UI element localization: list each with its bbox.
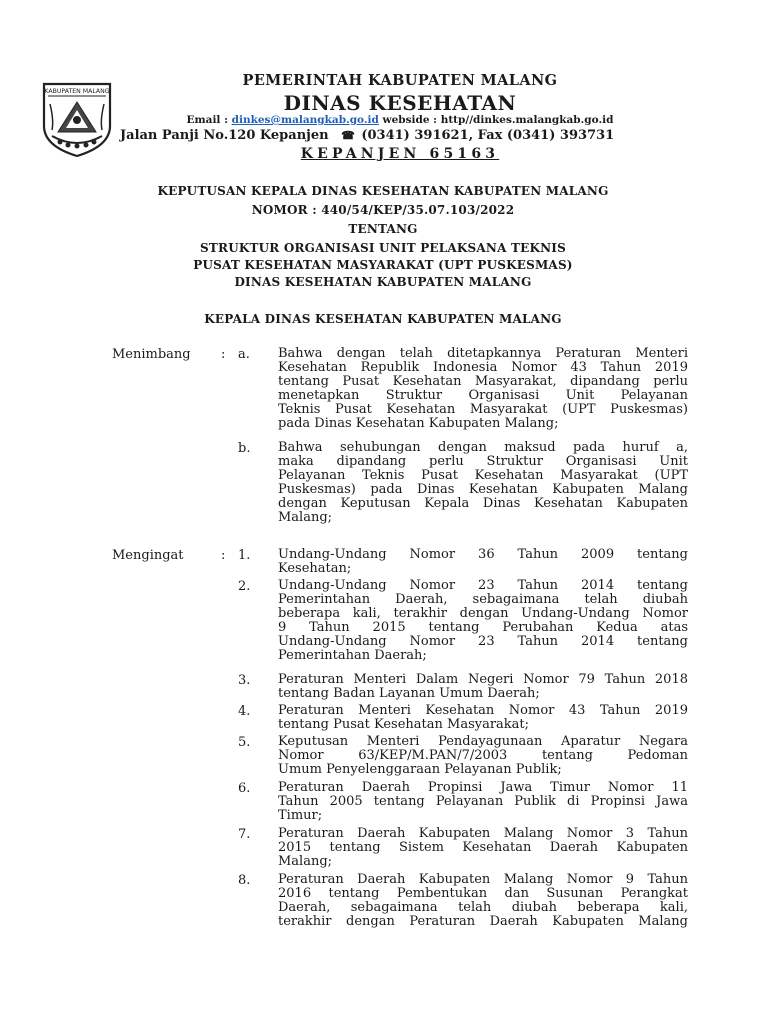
recalling-item	[278, 548, 688, 576]
coat-of-arms-logo	[38, 80, 116, 158]
website-label: webside :	[382, 114, 438, 126]
text-line: Keputusan Menteri Pendayagunaan Aparatur Negara	[278, 734, 688, 749]
government-name: PEMERINTAH KABUPATEN MALANG	[242, 72, 558, 89]
telephone-icon: ☎	[341, 129, 355, 142]
decree-subject-line-3: DINAS KESEHATAN KABUPATEN MALANG	[234, 275, 532, 289]
contact-line	[150, 114, 650, 126]
text-line: Undang-Undang Nomor 23 Tahun 2014 tentang	[278, 578, 688, 593]
text-line: Undang-Undang Nomor 36 Tahun 2009 tentang	[278, 547, 688, 562]
considering-colon: :	[221, 347, 226, 362]
text-line: Teknis Pusat Kesehatan Masyarakat (UPT Puskesmas)	[278, 402, 688, 418]
text-line: Peraturan Menteri Dalam Negeri Nomor 79 Tahun 2018	[278, 672, 688, 687]
recalling-item	[278, 579, 688, 664]
text-line: Peraturan Daerah Propinsi Jawa Timur Nomor 11	[278, 780, 688, 795]
text-line: Undang-Undang Nomor 23 Tahun 2014 tentang	[278, 634, 688, 650]
recalling-item	[278, 873, 688, 929]
text-line: Bahwa sehubungan dengan maksud pada huruf a,	[278, 440, 688, 455]
email-link[interactable]: dinkes@malangkab.go.id	[231, 114, 379, 126]
text-line: Daerah, sebagaimana telah diubah beberapa kali,	[278, 900, 688, 916]
considering-label: Menimbang	[112, 347, 191, 362]
text-line: tentang Pusat Kesehatan Masyarakat;	[278, 717, 530, 733]
text-line: 2016 tentang Pembentukan dan Susunan Perangkat	[278, 886, 688, 902]
considering-item	[278, 441, 688, 526]
recalling-marker: 3.	[238, 673, 251, 688]
text-line: Peraturan Daerah Kabupaten Malang Nomor 9 Tahun	[278, 872, 688, 887]
text-line: 2015 tentang Sistem Kesehatan Daerah Kabupaten	[278, 840, 688, 856]
text-line: maka dipandang perlu Struktur Organisasi Unit	[278, 454, 688, 470]
recalling-item	[278, 781, 688, 823]
text-line: Kesehatan Republik Indonesia Nomor 43 Tahun 2019	[278, 360, 688, 376]
text-line: Umum Penyelenggaraan Pelayanan Publik;	[278, 762, 562, 778]
recalling-item	[278, 673, 688, 701]
street-address: Jalan Panji No.120 Kepanjen	[120, 128, 329, 143]
recalling-item	[278, 735, 688, 777]
agency-name: DINAS KESEHATAN	[283, 91, 517, 115]
text-line: beberapa kali, terakhir dengan Undang-Undang Nomor	[278, 606, 688, 622]
text-line: Timur;	[278, 808, 323, 824]
decree-about: TENTANG	[348, 222, 418, 236]
text-line: menetapkan Struktur Organisasi Unit Pelayanan	[278, 388, 688, 404]
text-line: Peraturan Daerah Kabupaten Malang Nomor 3 Tahun	[278, 826, 688, 841]
decree-subject-line-2: PUSAT KESEHATAN MASYARAKAT (UPT PUSKESMAS)	[193, 258, 573, 272]
address-line	[120, 128, 614, 143]
phone-fax: (0341) 391621, Fax (0341) 393731	[361, 128, 615, 143]
text-line: Peraturan Menteri Kesehatan Nomor 43 Tahun 2019	[278, 703, 688, 718]
text-line: tentang Pusat Kesehatan Masyarakat, dipandang perlu	[278, 374, 688, 390]
recalling-item	[278, 827, 688, 869]
recalling-colon: :	[221, 548, 226, 563]
recalling-marker: 4.	[238, 704, 251, 719]
city-postal-code: KEPANJEN 65163	[300, 146, 500, 162]
recalling-marker: 2.	[238, 579, 251, 594]
website-url: http//dinkes.malangkab.go.id	[440, 114, 614, 126]
recalling-label: Mengingat	[112, 548, 184, 563]
text-line: terakhir dengan Peraturan Daerah Kabupaten Malang	[278, 914, 688, 930]
recalling-marker: 1.	[238, 548, 251, 563]
text-line: Malang;	[278, 854, 333, 870]
decree-subject-line-1: STRUKTUR ORGANISASI UNIT PELAKSANA TEKNIS	[200, 241, 566, 255]
logo-text: KABUPATEN MALANG	[44, 88, 110, 95]
text-line: tentang Badan Layanan Umum Daerah;	[278, 686, 540, 702]
text-line: 9 Tahun 2015 tentang Perubahan Kedua atas	[278, 620, 688, 636]
text-line: Malang;	[278, 510, 333, 526]
recalling-item	[278, 704, 688, 732]
decree-issuer: KEPALA DINAS KESEHATAN KABUPATEN MALANG	[204, 312, 562, 326]
recalling-marker: 8.	[238, 873, 251, 888]
recalling-marker: 6.	[238, 781, 251, 796]
recalling-marker: 7.	[238, 827, 251, 842]
text-line: Pelayanan Teknis Pusat Kesehatan Masyarakat (UPT	[278, 468, 688, 484]
text-line: Nomor 63/KEP/M.PAN/7/2003 tentang Pedoman	[278, 748, 688, 764]
email-label: Email :	[186, 114, 228, 126]
text-line: Puskesmas) pada Dinas Kesehatan Kabupaten Malang	[278, 482, 688, 498]
text-line: pada Dinas Kesehatan Kabupaten Malang;	[278, 416, 559, 432]
decree-number: NOMOR : 440/54/KEP/35.07.103/2022	[251, 203, 515, 217]
text-line: Kesehatan;	[278, 561, 352, 577]
text-line: Pemerintahan Daerah;	[278, 648, 427, 664]
considering-marker: a.	[238, 347, 250, 362]
considering-item	[278, 347, 688, 432]
text-line: Bahwa dengan telah ditetapkannya Peraturan Menteri	[278, 346, 688, 361]
recalling-marker: 5.	[238, 735, 251, 750]
text-line: Tahun 2005 tentang Pelayanan Publik di Propinsi Jawa	[278, 794, 688, 810]
considering-marker: b.	[238, 441, 251, 456]
decree-title: KEPUTUSAN KEPALA DINAS KESEHATAN KABUPATEN MALANG	[157, 184, 609, 198]
text-line: dengan Keputusan Kepala Dinas Kesehatan Kabupaten	[278, 496, 688, 512]
text-line: Pemerintahan Daerah, sebagaimana telah diubah	[278, 592, 688, 608]
